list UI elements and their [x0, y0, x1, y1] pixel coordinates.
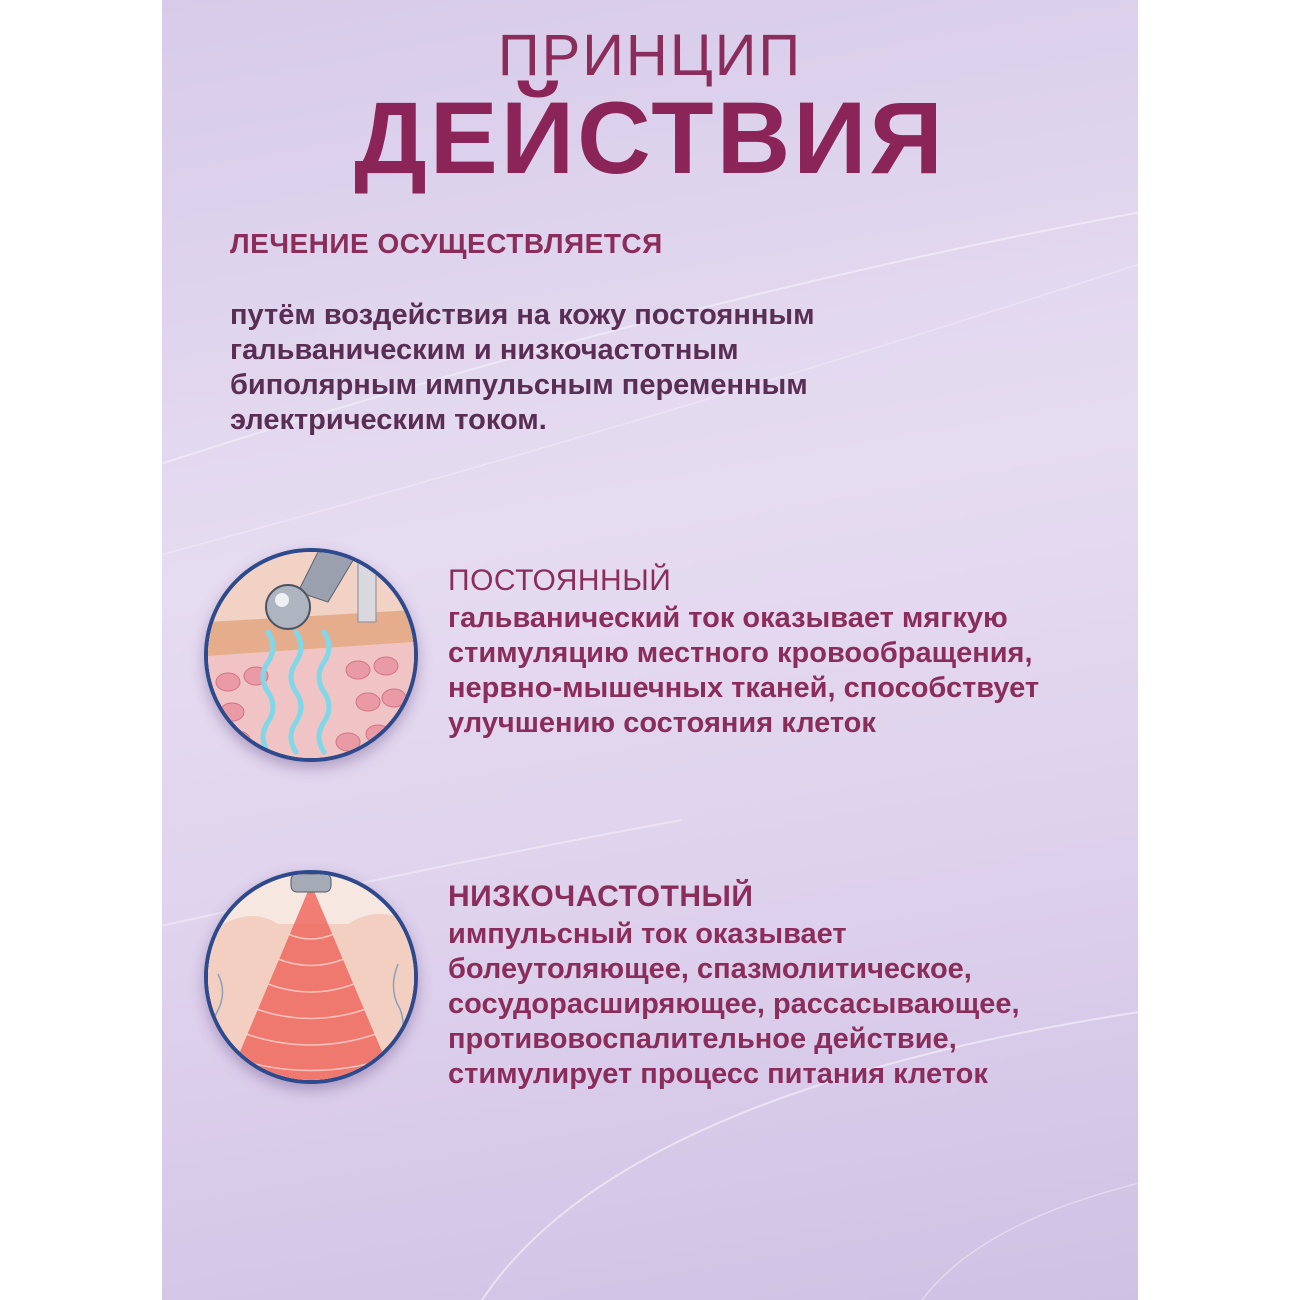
- low-frequency-line: болеутоляющее, спазмолитическое,: [448, 953, 972, 985]
- low-frequency-heading: НИЗКОЧАСТОТНЫЙ: [448, 880, 754, 913]
- title-top: ПРИНЦИП: [497, 23, 803, 88]
- galvanic-line: улучшению состояния клеток: [448, 707, 876, 739]
- lead-text: [230, 298, 950, 438]
- info-panel: [162, 0, 1138, 1300]
- lead-heading: ЛЕЧЕНИЕ ОСУЩЕСТВЛЯЕТСЯ: [230, 228, 663, 259]
- lead-line: путём воздействия на кожу постоянным: [230, 299, 815, 331]
- galvanic-heading: ПОСТОЯННЫЙ: [448, 564, 672, 597]
- lead-line: биполярным импульсным переменным: [230, 369, 808, 401]
- low-frequency-line: сосудорасширяющее, рассасывающее,: [448, 988, 1020, 1020]
- low-frequency-line: стимулирует процесс питания клеток: [448, 1058, 988, 1090]
- galvanic-text: [448, 601, 1108, 741]
- lead-line: гальваническим и низкочастотным: [230, 334, 739, 366]
- low-frequency-illustration: [204, 870, 418, 1084]
- galvanic-line: нервно-мышечных тканей, способствует: [448, 672, 1040, 704]
- galvanic-line: гальванический ток оказывает мягкую: [448, 602, 1008, 634]
- page-title: ДЕЙСТВИЯ: [354, 81, 946, 195]
- low-frequency-line: импульсный ток оказывает: [448, 918, 847, 950]
- lead-line: электрическим током.: [230, 404, 547, 436]
- galvanic-illustration: [204, 548, 418, 762]
- low-frequency-text: [448, 917, 1108, 1092]
- low-frequency-line: противовоспалительное действие,: [448, 1023, 957, 1055]
- galvanic-line: стимуляцию местного кровообращения,: [448, 637, 1033, 669]
